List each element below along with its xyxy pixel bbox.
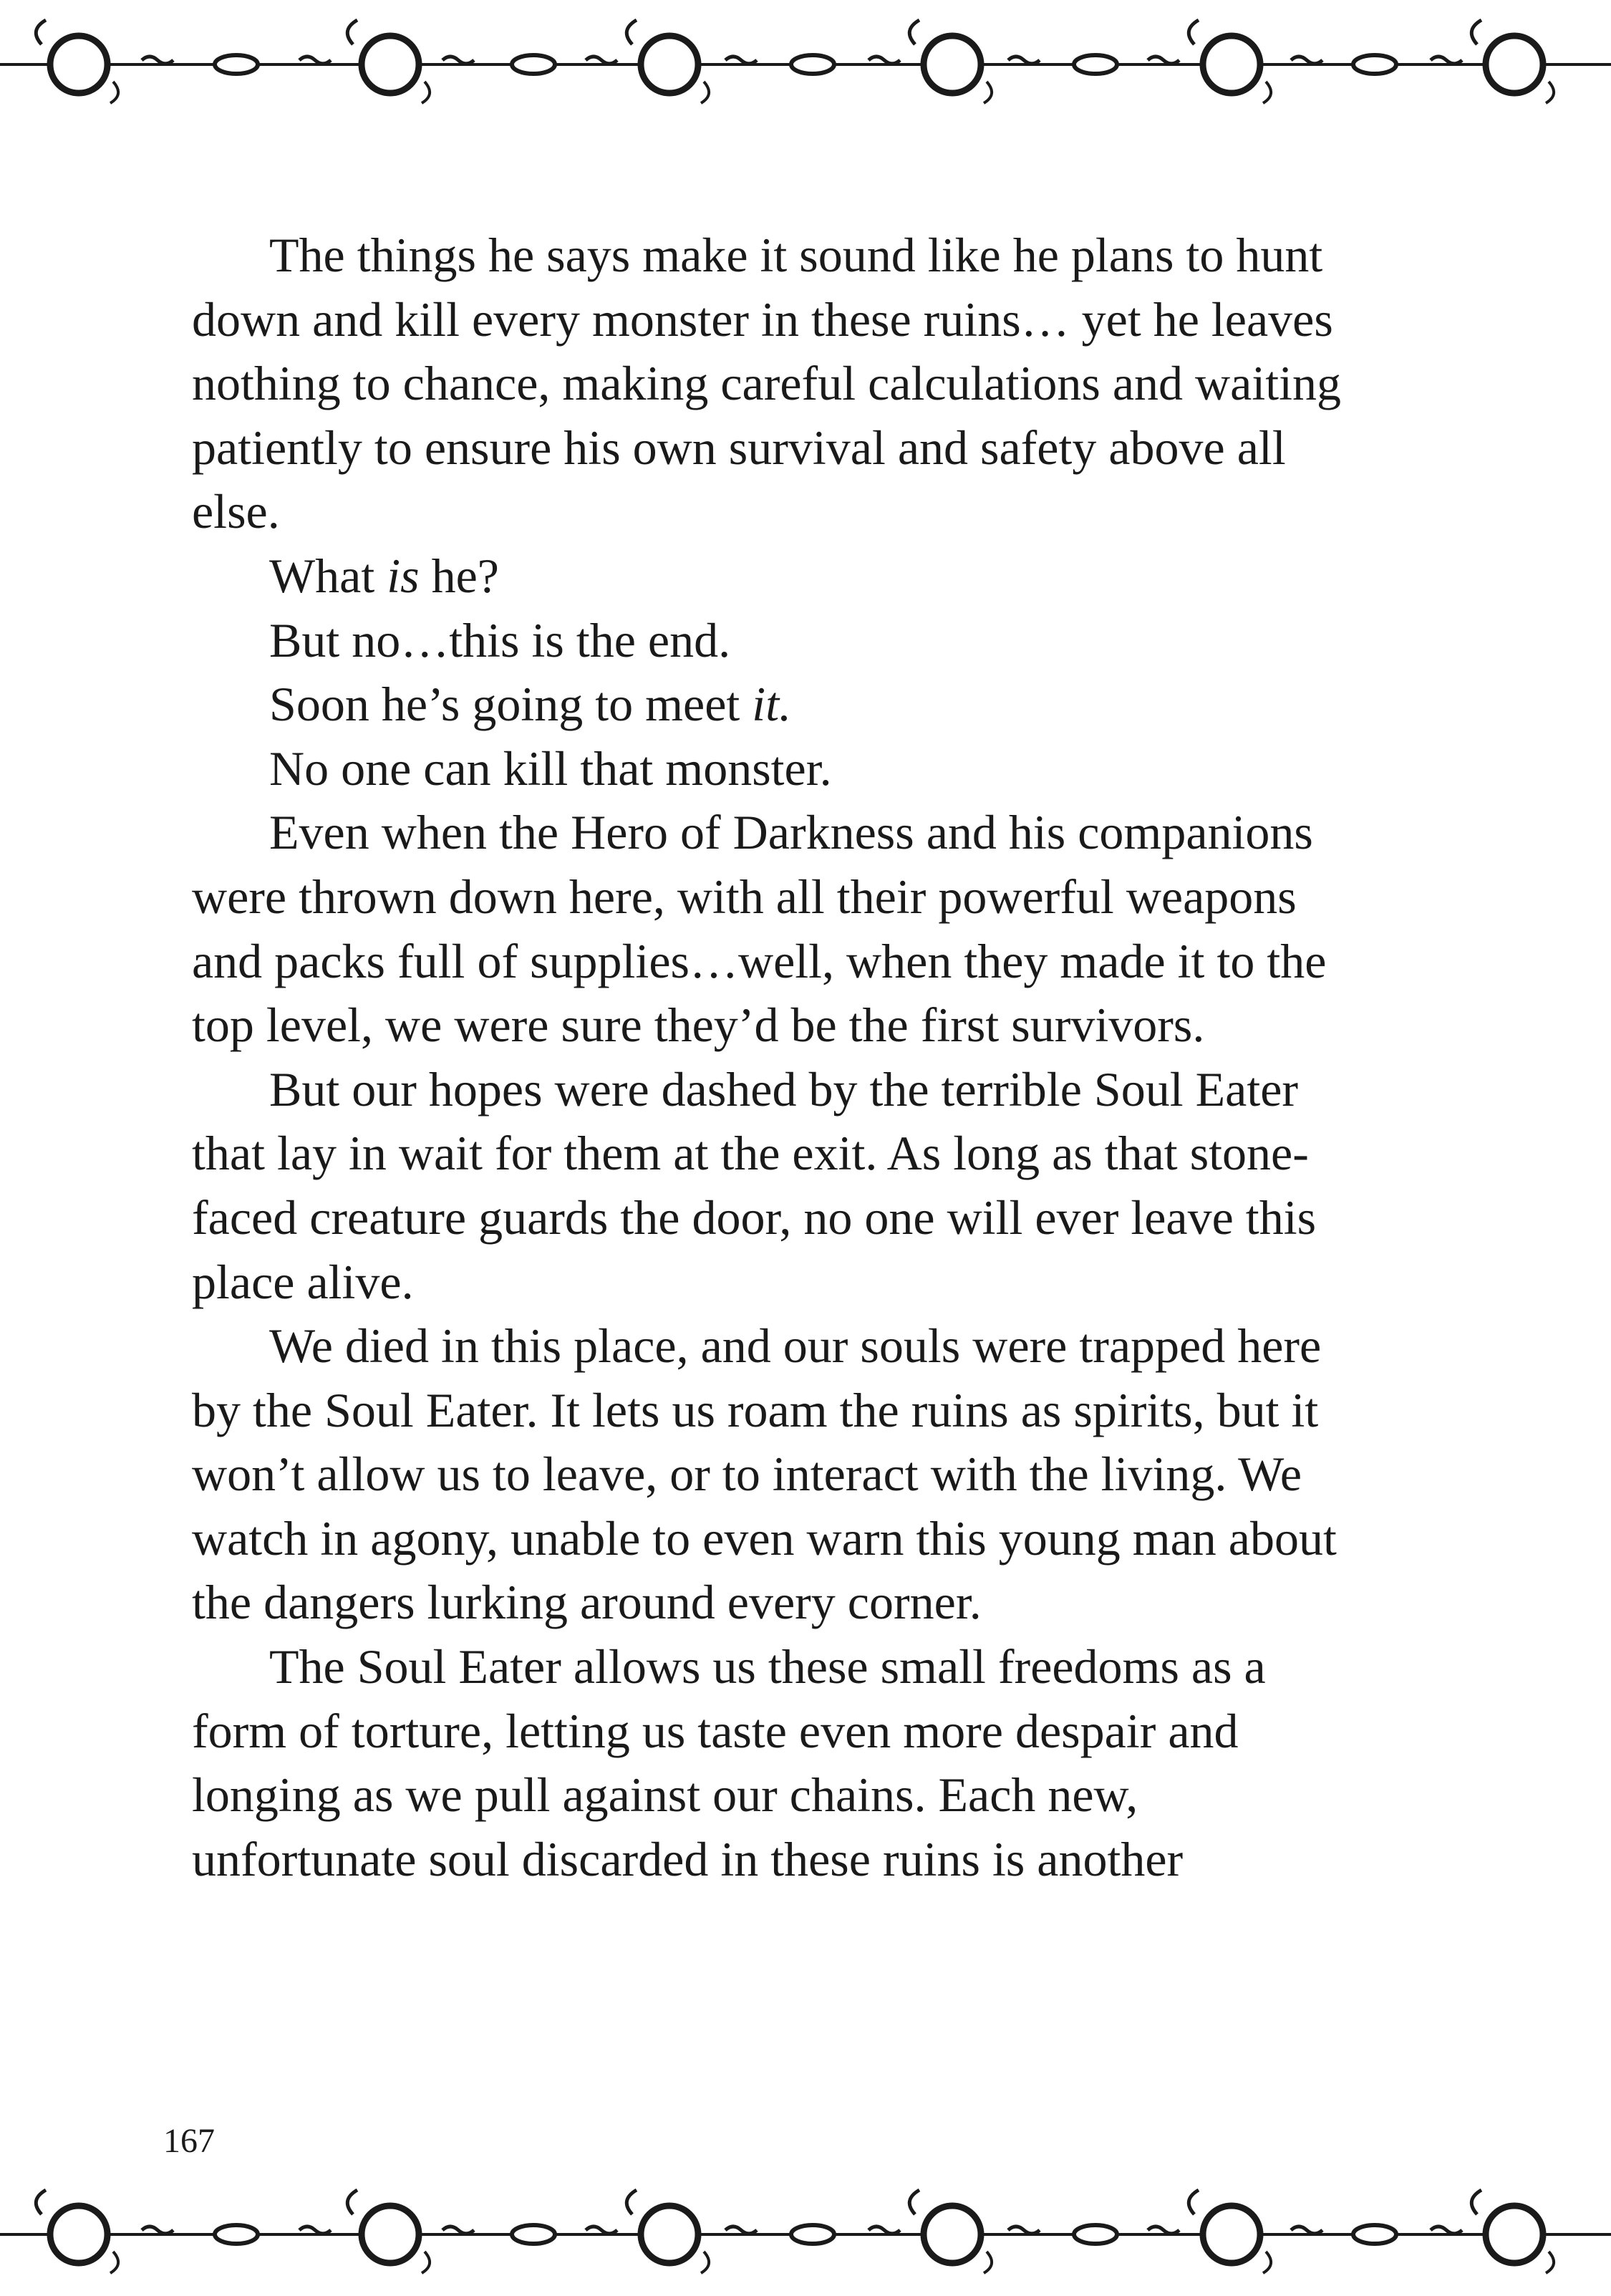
text-run: he? [419,548,499,603]
text-run: But no…this is the end. [269,612,731,667]
chain-link-icon [215,2225,258,2244]
chain-link-icon [1074,55,1117,74]
chain-link-icon [215,55,258,74]
chain-hook-icon [36,2190,46,2214]
text-run: But our hopes were dashed by the terrible Soul Eater that lay in wait for them at the exit. As long as that stone-faced creature guards the door, no one will ever leave this place alive. [192,1061,1317,1309]
chain-twist-icon [1291,57,1322,64]
chain-hook-icon [626,2190,637,2214]
chain-hook-icon [1263,82,1271,103]
chain-twist-icon [586,2227,617,2234]
chain-twist-icon [142,57,173,64]
paragraph [192,223,1352,544]
chain-ring-icon [1486,36,1543,93]
chain-twist-icon [869,57,900,64]
chain-ring-icon [1203,36,1260,93]
chain-twist-icon [586,57,617,64]
bottom-chain-border [0,2184,1611,2285]
chain-hook-icon [1471,20,1481,44]
italic-text: is [387,548,420,603]
paragraph [192,672,1352,737]
body-text [192,223,1352,1891]
chain-hook-icon [909,2190,919,2214]
chain-twist-icon [299,57,331,64]
text-run: Even when the Hero of Darkness and his companions were thrown down here, with all their powerful weapons and packs full of supplies…well, when they made it to the top level, we were sure they’d be the first survivors. [192,805,1327,1053]
chain-hook-icon [36,20,46,44]
paragraph [192,1058,1352,1314]
chain-twist-icon [1008,57,1040,64]
chain-link-icon [512,55,555,74]
chain-twist-icon [869,2227,900,2234]
chain-hook-icon [1546,82,1554,103]
chain-link-icon [512,2225,555,2244]
chain-twist-icon [1148,2227,1179,2234]
paragraph [192,544,1352,609]
text-run: The things he says make it sound like he plans to hunt down and kill every monster in these ruins… yet he leaves nothing to chance, making careful calculations and waiting patiently to ensure his own survival and safety above all else. [192,228,1342,539]
chain-twist-icon [725,57,757,64]
chain-ring-icon [1203,2206,1260,2263]
chain-hook-icon [1546,2252,1554,2273]
chain-hook-icon [110,2252,118,2273]
chain-ring-icon [50,2206,107,2263]
chain-link-icon [1074,2225,1117,2244]
chain-twist-icon [1291,2227,1322,2234]
chain-twist-icon [1008,2227,1040,2234]
chain-hook-icon [347,20,357,44]
chain-hook-icon [347,2190,357,2214]
chain-link-icon [791,2225,834,2244]
chain-hook-icon [1189,2190,1199,2214]
chain-hook-icon [422,2252,430,2273]
chain-link-icon [791,55,834,74]
top-chain-border [0,14,1611,115]
chain-hook-icon [1263,2252,1271,2273]
chain-twist-icon [725,2227,757,2234]
chain-link-icon [1353,2225,1396,2244]
text-run: Soon he’s going to meet [269,677,753,732]
chain-ring-icon [641,36,698,93]
paragraph [192,737,1352,801]
chain-twist-icon [1148,57,1179,64]
chain-ring-icon [362,36,419,93]
chain-hook-icon [1189,20,1199,44]
chain-ring-icon [362,2206,419,2263]
chain-hook-icon [422,82,430,103]
chain-hook-icon [626,20,637,44]
chain-hook-icon [701,82,709,103]
chain-twist-icon [1431,57,1462,64]
chain-link-icon [1353,55,1396,74]
chain-hook-icon [110,82,118,103]
chain-ring-icon [641,2206,698,2263]
paragraph [192,1635,1352,1891]
text-run: No one can kill that monster. [269,741,832,796]
chain-twist-icon [442,2227,474,2234]
chain-ring-icon [924,36,981,93]
chain-twist-icon [299,2227,331,2234]
text-run: We died in this place, and our souls were trapped here by the Soul Eater. It lets us roam the ruins as spirits, but it won’t allow us to leave, or to interact with the living. We watch in agony, unable to even warn this young man about the dangers lurking around every corner. [192,1318,1337,1630]
chain-twist-icon [442,57,474,64]
chain-hook-icon [909,20,919,44]
chain-hook-icon [984,82,992,103]
paragraph [192,609,1352,673]
chain-twist-icon [142,2227,173,2234]
text-run: What [269,548,387,603]
chain-hook-icon [984,2252,992,2273]
text-run: The Soul Eater allows us these small freedoms as a form of torture, letting us taste even more despair and longing as we pull against our chains. Each new, unfortunate soul discarded in these ruins is another [192,1639,1266,1886]
chain-hook-icon [1471,2190,1481,2214]
chain-ring-icon [924,2206,981,2263]
page-number: 167 [163,2122,215,2160]
chain-twist-icon [1431,2227,1462,2234]
italic-text: it. [752,677,792,732]
chain-ring-icon [50,36,107,93]
paragraph [192,1314,1352,1635]
chain-ring-icon [1486,2206,1543,2263]
paragraph [192,801,1352,1057]
chain-hook-icon [701,2252,709,2273]
